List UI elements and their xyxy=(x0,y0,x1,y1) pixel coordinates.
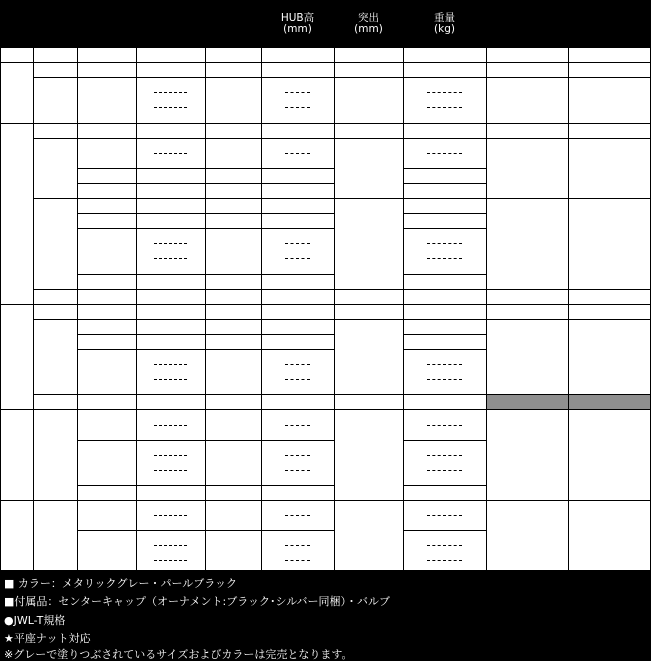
inset-cell xyxy=(136,138,205,153)
notes-panel xyxy=(0,570,651,661)
weight-cell xyxy=(403,470,486,485)
hub-height-cell xyxy=(261,228,334,243)
hole-pcd-cell xyxy=(77,168,136,183)
weight-cell xyxy=(403,123,486,138)
hub-height-cell xyxy=(261,319,334,334)
hub-height-cell xyxy=(261,183,334,198)
price-black-cell xyxy=(568,47,651,62)
hole-pcd-cell xyxy=(77,334,136,349)
hole-pcd-cell xyxy=(77,183,136,198)
offset-cell xyxy=(334,62,403,77)
header-offset: 突出 (mm) xyxy=(334,0,403,47)
hub-height-cell xyxy=(261,198,334,213)
size-cell xyxy=(0,304,33,409)
weight-cell xyxy=(403,153,486,168)
header-size xyxy=(0,0,33,47)
weight-cell xyxy=(403,440,486,455)
inset-cell xyxy=(136,274,205,289)
hub-height-cell xyxy=(261,213,334,228)
weight-cell xyxy=(403,409,486,425)
hub-dia-cell xyxy=(205,500,261,530)
inset-cell xyxy=(136,213,205,228)
price-black-cell xyxy=(568,198,651,289)
header-weight: 重量 (kg) xyxy=(403,0,486,47)
hole-pcd-cell xyxy=(77,274,136,289)
note-accessories: ■付属品：センターキャップ（オーナメント:ブラック･シルバー同梱）・バルブ xyxy=(4,595,390,608)
weight-cell xyxy=(403,258,486,274)
inset-cell xyxy=(136,440,205,455)
hub-height-cell xyxy=(261,304,334,319)
rim-cell xyxy=(33,304,77,319)
rim-cell xyxy=(33,47,77,62)
offset-cell xyxy=(334,394,403,409)
hub-height-cell xyxy=(261,47,334,62)
weight-cell xyxy=(403,138,486,153)
weight-cell xyxy=(403,455,486,470)
inset-cell xyxy=(136,243,205,258)
hub-dia-cell xyxy=(205,319,261,334)
weight-cell xyxy=(403,274,486,289)
hole-pcd-cell xyxy=(77,228,136,274)
inset-cell xyxy=(136,515,205,530)
hub-dia-cell xyxy=(205,213,261,228)
hub-height-cell xyxy=(261,425,334,440)
header-rim xyxy=(33,0,77,47)
inset-cell xyxy=(136,379,205,394)
weight-cell xyxy=(403,349,486,364)
hub-dia-cell xyxy=(205,123,261,138)
hub-height-cell xyxy=(261,77,334,92)
inset-cell xyxy=(136,304,205,319)
hub-height-cell xyxy=(261,485,334,500)
inset-cell xyxy=(136,168,205,183)
price-grey-cell xyxy=(486,394,568,409)
rim-cell xyxy=(33,394,77,409)
inset-cell xyxy=(136,198,205,213)
hole-pcd-cell xyxy=(77,409,136,440)
hub-dia-cell xyxy=(205,289,261,304)
header-inset xyxy=(136,0,205,47)
hub-height-cell xyxy=(261,545,334,560)
offset-cell xyxy=(334,77,403,123)
hub-height-cell xyxy=(261,289,334,304)
price-black-cell xyxy=(568,319,651,394)
price-grey-cell xyxy=(486,47,568,62)
inset-cell xyxy=(136,334,205,349)
price-grey-cell xyxy=(486,62,568,77)
hub-height-cell xyxy=(261,470,334,485)
hub-height-cell xyxy=(261,168,334,183)
size-cell xyxy=(0,123,33,304)
hub-height-cell xyxy=(261,500,334,515)
inset-cell xyxy=(136,364,205,379)
inset-cell xyxy=(136,500,205,515)
inset-cell xyxy=(136,545,205,560)
offset-cell xyxy=(334,409,403,500)
hub-dia-cell xyxy=(205,183,261,198)
hub-height-cell xyxy=(261,364,334,379)
weight-cell xyxy=(403,289,486,304)
price-grey-cell xyxy=(486,304,568,319)
weight-cell xyxy=(403,243,486,258)
hole-pcd-cell xyxy=(77,213,136,228)
inset-cell xyxy=(136,394,205,409)
hub-dia-cell xyxy=(205,349,261,394)
hub-dia-cell xyxy=(205,440,261,485)
offset-cell xyxy=(334,198,403,289)
rim-cell xyxy=(33,409,77,500)
weight-cell xyxy=(403,228,486,243)
inset-cell xyxy=(136,425,205,440)
offset-cell xyxy=(334,123,403,138)
weight-cell xyxy=(403,198,486,213)
inset-cell xyxy=(136,62,205,77)
price-grey-cell xyxy=(486,289,568,304)
hub-dia-cell xyxy=(205,77,261,123)
header-hub-height: HUB高 (mm) xyxy=(261,0,334,47)
weight-cell xyxy=(403,107,486,123)
hole-pcd-cell xyxy=(77,319,136,334)
inset-cell xyxy=(136,530,205,545)
hole-pcd-cell xyxy=(77,77,136,123)
rim-cell xyxy=(33,77,77,123)
price-black-cell xyxy=(568,394,651,409)
hole-pcd-cell xyxy=(77,62,136,77)
inset-cell xyxy=(136,228,205,243)
weight-cell xyxy=(403,530,486,545)
price-black-cell xyxy=(568,62,651,77)
weight-cell xyxy=(403,515,486,530)
weight-cell xyxy=(403,379,486,394)
weight-cell xyxy=(403,500,486,515)
hole-pcd-cell xyxy=(77,485,136,500)
hub-dia-cell xyxy=(205,228,261,274)
hub-dia-cell xyxy=(205,485,261,500)
hub-dia-cell xyxy=(205,47,261,62)
weight-cell xyxy=(403,334,486,349)
note-color: ■ カラー：メタリックグレー・パールブラック xyxy=(4,577,238,590)
price-grey-cell xyxy=(486,198,568,289)
price-grey-cell xyxy=(486,138,568,198)
offset-cell xyxy=(334,47,403,62)
hub-dia-cell xyxy=(205,394,261,409)
price-black-cell xyxy=(568,123,651,138)
note-jwl: ●JWL-T規格 xyxy=(4,614,66,627)
header-hole-pcd xyxy=(77,0,136,47)
hub-dia-cell xyxy=(205,198,261,213)
weight-cell xyxy=(403,319,486,334)
hub-height-cell xyxy=(261,243,334,258)
offset-cell xyxy=(334,138,403,198)
rim-cell xyxy=(33,198,77,289)
inset-cell xyxy=(136,470,205,485)
inset-cell xyxy=(136,107,205,123)
price-black-cell xyxy=(568,77,651,123)
size-cell xyxy=(0,47,33,62)
hub-height-cell xyxy=(261,515,334,530)
hub-dia-cell xyxy=(205,138,261,168)
rim-cell xyxy=(33,138,77,198)
hub-dia-cell xyxy=(205,409,261,440)
note-flat-seat: ★平座ナット対応 xyxy=(4,632,91,645)
inset-cell xyxy=(136,485,205,500)
weight-cell xyxy=(403,62,486,77)
hub-dia-cell xyxy=(205,304,261,319)
hole-pcd-cell xyxy=(77,47,136,62)
hub-height-cell xyxy=(261,107,334,123)
header-hub-dia xyxy=(205,0,261,47)
weight-cell xyxy=(403,183,486,198)
hub-height-cell xyxy=(261,530,334,545)
hub-dia-cell xyxy=(205,62,261,77)
note-soldout: ※グレーで塗りつぶされているサイズおよびカラーは完売となります。 xyxy=(4,648,353,661)
inset-cell xyxy=(136,183,205,198)
hub-height-cell xyxy=(261,409,334,425)
hub-dia-cell xyxy=(205,274,261,289)
inset-cell xyxy=(136,123,205,138)
hub-height-cell xyxy=(261,455,334,470)
hub-height-cell xyxy=(261,349,334,364)
hub-height-cell xyxy=(261,334,334,349)
hole-pcd-cell xyxy=(77,198,136,213)
weight-cell xyxy=(403,47,486,62)
hole-pcd-cell xyxy=(77,394,136,409)
size-cell xyxy=(0,62,33,123)
hole-pcd-cell xyxy=(77,123,136,138)
weight-cell xyxy=(403,364,486,379)
header-price-black xyxy=(568,20,651,47)
hub-dia-cell xyxy=(205,334,261,349)
header-price-grey xyxy=(486,20,568,47)
inset-cell xyxy=(136,349,205,364)
price-black-cell xyxy=(568,289,651,304)
hub-height-cell xyxy=(261,123,334,138)
hub-height-cell xyxy=(261,394,334,409)
rim-cell xyxy=(33,319,77,394)
price-grey-cell xyxy=(486,409,568,500)
inset-cell xyxy=(136,289,205,304)
hub-height-cell xyxy=(261,258,334,274)
rim-cell xyxy=(33,289,77,304)
weight-cell xyxy=(403,545,486,560)
hole-pcd-cell xyxy=(77,138,136,168)
price-grey-cell xyxy=(486,319,568,394)
hub-height-cell xyxy=(261,138,334,153)
price-black-cell xyxy=(568,409,651,500)
inset-cell xyxy=(136,47,205,62)
hole-pcd-cell xyxy=(77,304,136,319)
hole-pcd-cell xyxy=(77,440,136,485)
offset-cell xyxy=(334,289,403,304)
price-grey-cell xyxy=(486,123,568,138)
price-grey-cell xyxy=(486,77,568,123)
hub-height-cell xyxy=(261,153,334,168)
offset-cell xyxy=(334,319,403,394)
price-black-cell xyxy=(568,304,651,319)
hub-dia-cell xyxy=(205,168,261,183)
hole-pcd-cell xyxy=(77,500,136,530)
hole-pcd-cell xyxy=(77,289,136,304)
weight-cell xyxy=(403,304,486,319)
hub-height-cell xyxy=(261,274,334,289)
weight-cell xyxy=(403,394,486,409)
inset-cell xyxy=(136,319,205,334)
weight-cell xyxy=(403,425,486,440)
rim-cell xyxy=(33,123,77,138)
weight-cell xyxy=(403,213,486,228)
inset-cell xyxy=(136,258,205,274)
inset-cell xyxy=(136,409,205,425)
price-black-cell xyxy=(568,138,651,198)
hub-height-cell xyxy=(261,379,334,394)
offset-cell xyxy=(334,304,403,319)
hole-pcd-cell xyxy=(77,349,136,394)
weight-cell xyxy=(403,168,486,183)
hub-height-cell xyxy=(261,62,334,77)
weight-cell xyxy=(403,77,486,92)
inset-cell xyxy=(136,153,205,168)
inset-cell xyxy=(136,455,205,470)
hub-height-cell xyxy=(261,440,334,455)
weight-cell xyxy=(403,485,486,500)
rim-cell xyxy=(33,62,77,77)
size-cell xyxy=(0,409,33,500)
